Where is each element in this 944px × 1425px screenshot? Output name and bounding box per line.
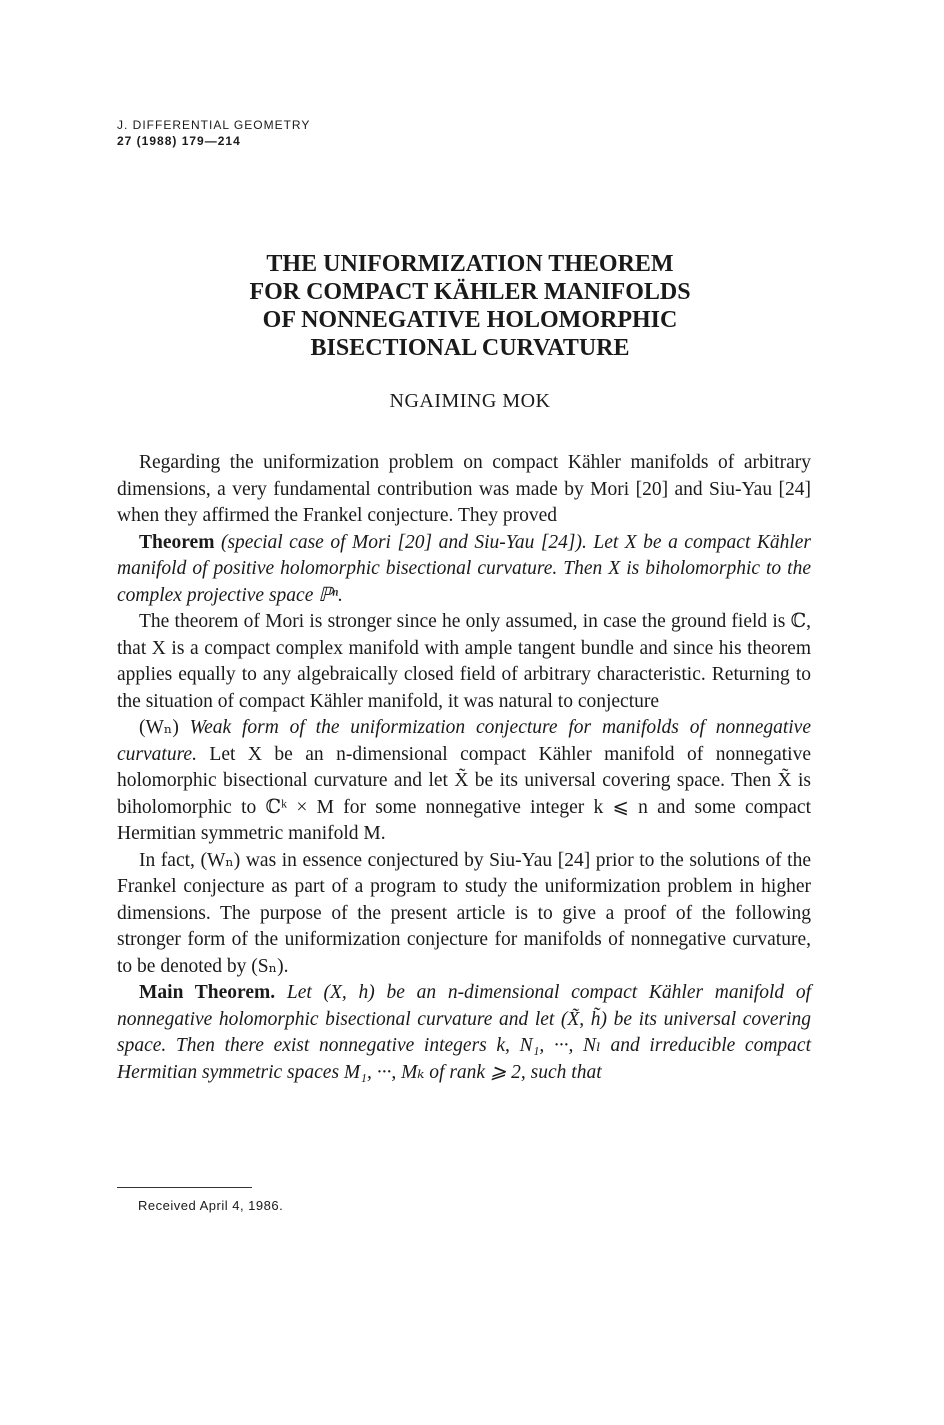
- paragraph-purpose: In fact, (Wₙ) was in essence conjectured by Siu-Yau [24] prior to the solutions of the Frankel conjecture as part of a program to study the uniformization problem in higher dimensions. The purpose of the present article is to give a proof of the following stronger form of the uniformization conjecture for manifolds of nonnegative curvature, to be denoted by (Sₙ).: [117, 849, 811, 977]
- theorem-body: Let X be a compact Kähler manifold of positive holomorphic bisectional curvature. Then X is biholomorphic to the complex projective space ℙⁿ.: [117, 531, 812, 606]
- title-line-4: BISECTIONAL CURVATURE: [310, 335, 630, 361]
- received-date-footnote: Received April 4, 1986.: [138, 1198, 284, 1213]
- main-theorem-label: Main Theorem.: [139, 982, 276, 1003]
- paper-title: [120, 250, 820, 362]
- main-theorem: [117, 980, 811, 1086]
- author-name: NGAIMING MOK: [389, 390, 551, 412]
- paragraph-mori: The theorem of Mori is stronger since he only assumed, in case the ground field is ℂ, that X is a compact complex manifold with ample tangent bundle and since his theorem applies equally to any algebraically closed field of arbitrary characteristic. Returning to the situation of compact Kähler manifold, it was natural to conjecture: [117, 611, 811, 712]
- conjecture-label: (Wₙ): [139, 717, 179, 738]
- main-theorem-body: Let (X, h) be an n-dimensional compact Kähler manifold of nonnegative holomorphic bisectional curvature and let (X̃, h̃) be its universal covering space. Then there exist nonnegative integers k, N₁, ···, Nₗ and irreducible compact Hermitian symmetric spaces M₁, ···, Mₖ of rank ⩾ 2, such that: [117, 982, 812, 1083]
- footnote-divider: [117, 1187, 252, 1188]
- title-line-1: THE UNIFORMIZATION THEOREM: [266, 251, 674, 277]
- title-line-2: FOR COMPACT KÄHLER MANIFOLDS: [249, 279, 691, 305]
- theorem-label: Theorem: [139, 531, 215, 553]
- body-text: [117, 450, 811, 1086]
- volume-pages: 27 (1988) 179—214: [117, 134, 241, 148]
- conjecture-wn: [117, 715, 811, 848]
- conjecture-title: Weak form of the uniformization conjecture for manifolds of nonnegative curvature.: [117, 717, 811, 765]
- theorem-attribution: (special case of Mori [20] and Siu-Yau [24]).: [220, 531, 587, 553]
- title-line-3: OF NONNEGATIVE HOLOMORPHIC: [262, 307, 678, 333]
- theorem-statement: [117, 530, 811, 610]
- conjecture-body: Let X be an n-dimensional compact Kähler manifold of nonnegative holomorphic bisectional curvature and let X̃ be its universal covering space. Then X̃ is biholomorphic to ℂᵏ × M for some nonnegative integer k ⩽ n and some compact Hermitian symmetric manifold M.: [117, 743, 811, 844]
- journal-name: J. DIFFERENTIAL GEOMETRY: [117, 118, 311, 132]
- paragraph-intro: Regarding the uniformization problem on compact Kähler manifolds of arbitrary dimensions, a very fundamental contribution was made by Mori [20] and Siu-Yau [24] when they affirmed the Frankel conjecture. They proved: [117, 452, 811, 526]
- journal-header: [117, 117, 310, 149]
